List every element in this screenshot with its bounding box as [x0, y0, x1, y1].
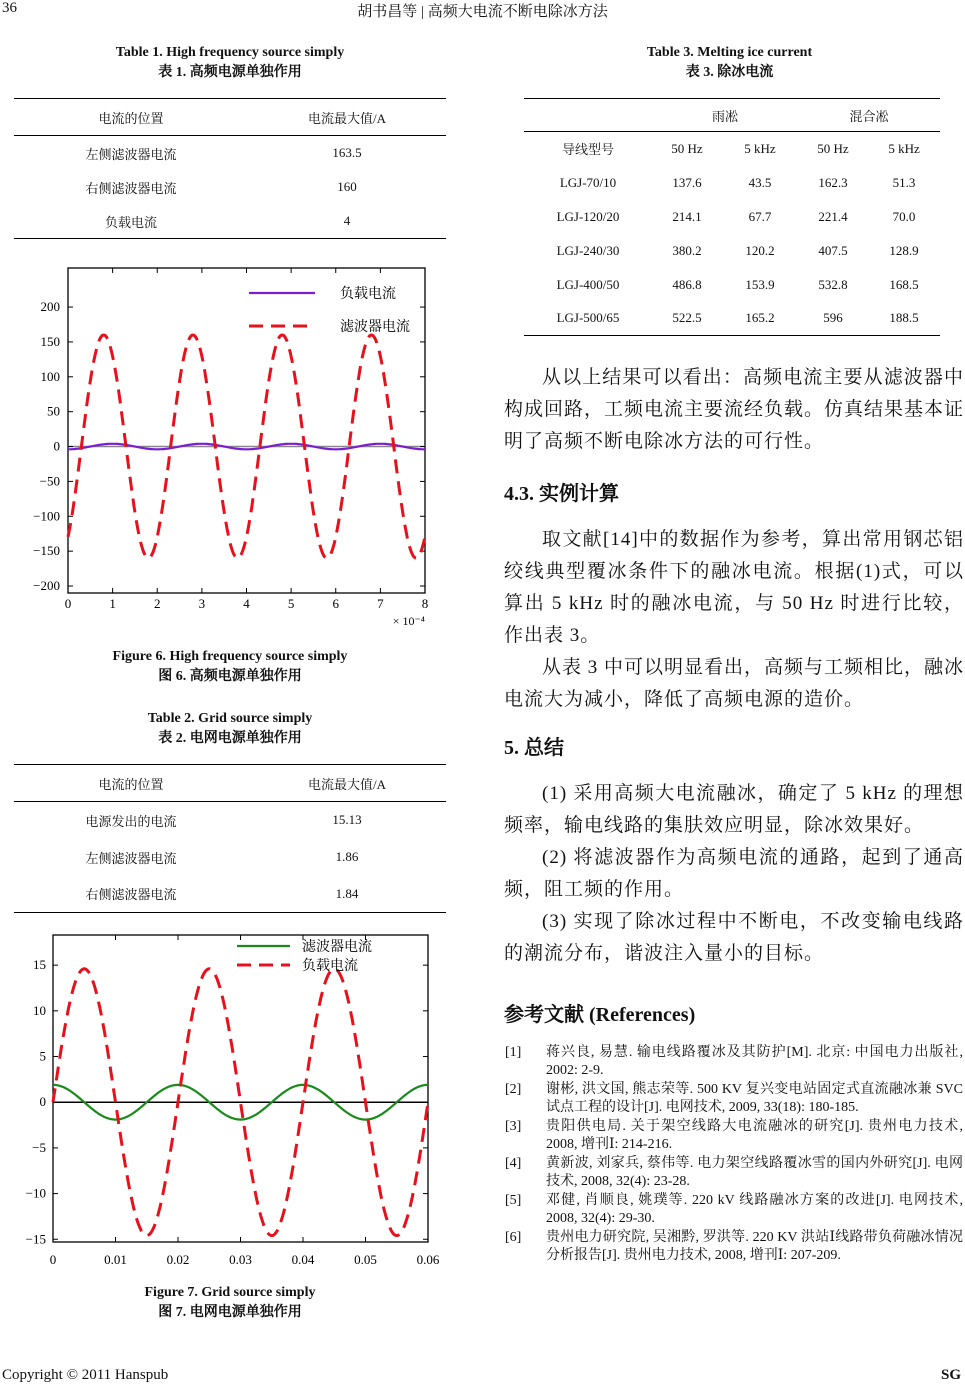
table-cell: 486.8 — [672, 276, 702, 292]
column-header: 电流最大值/A — [307, 110, 386, 126]
table-row — [524, 268, 940, 302]
figure6-chart — [14, 255, 446, 635]
references-heading: 参考文献 (References) — [504, 1004, 696, 1026]
y-tick-label: 10 — [33, 1002, 46, 1018]
group-header: 雨凇 — [712, 108, 739, 124]
table-row — [524, 302, 940, 336]
column-header: 5 kHz — [744, 140, 776, 156]
caption-en: Figure 7. Grid source simply — [144, 1285, 316, 1300]
x-multiplier: × 10⁻⁴ — [392, 614, 425, 628]
table-cell: 负载电流 — [104, 214, 157, 230]
x-tick-label: 0.06 — [416, 1252, 440, 1267]
caption-cn: 图 6. 高频电源单独作用 — [158, 669, 302, 684]
group-header: 混合凇 — [849, 108, 889, 124]
caption-cn: 表 2. 电网电源单独作用 — [158, 731, 302, 746]
y-tick-label: 0 — [53, 438, 60, 454]
plot-frame — [53, 935, 428, 1242]
y-tick-label: −5 — [32, 1139, 46, 1155]
table-cell: 1.86 — [335, 849, 359, 864]
table-row — [14, 839, 446, 876]
reference-text: 蒋兴良, 易慧. 输电线路覆冰及其防护[M]. 北京: 中国电力出版社, 2002: 2-9. — [546, 1045, 963, 1078]
copyright: Copyright © 2011 Hanspub — [2, 1367, 169, 1383]
paragraph: 取文献[14]中的数据作为参考，算出常用钢芯铝绞线典型覆冰条件下的融冰电流。根据(1)式，可以算出 5 kHz 时的融冰电流，与 50 Hz 时进行比较，作出表 3。 — [504, 529, 964, 646]
y-tick-label: 100 — [40, 368, 60, 384]
body-text — [504, 362, 964, 970]
table-cell: 70.0 — [892, 208, 916, 224]
figure6-caption — [14, 647, 446, 687]
table-cell: 407.5 — [818, 242, 848, 258]
x-tick-label: 5 — [287, 596, 295, 611]
y-tick-label: 200 — [40, 299, 60, 315]
reference-text: 贵州电力研究院, 吴湘黔, 罗洪等. 220 KV 洪站Ⅰ线路带负荷融冰情况分析报告[J]. 贵州电力技术, 2008, 增刊Ⅰ: 207-209. — [546, 1230, 963, 1263]
table3-caption — [496, 43, 963, 83]
table-row — [14, 136, 446, 171]
column-header: 电流最大值/A — [307, 776, 386, 792]
table-cell: 右侧滤波器电流 — [85, 887, 177, 903]
x-tick-label: 8 — [421, 596, 429, 611]
y-tick-label: −150 — [33, 543, 60, 559]
legend-label: 负载电流 — [302, 959, 358, 974]
paragraph: 从表 3 中可以明显看出，高频与工频相比，融冰电流大为减小，降低了高频电源的造价。 — [504, 657, 965, 710]
section-heading: 5. 总结 — [504, 737, 564, 759]
table-cell: 128.9 — [889, 242, 919, 258]
y-tick-label: 15 — [33, 957, 46, 973]
table-cell: 左侧滤波器电流 — [85, 146, 177, 162]
table-cell: 左侧滤波器电流 — [85, 850, 177, 866]
column-header: 50 Hz — [671, 140, 703, 156]
caption-cn: 表 3. 除冰电流 — [685, 65, 774, 80]
caption-en: Table 2. Grid source simply — [147, 711, 313, 726]
reference-item — [505, 1118, 965, 1154]
table-cell: 160 — [337, 179, 357, 194]
x-tick-label: 0.04 — [291, 1252, 315, 1267]
figure7-chart — [14, 925, 446, 1275]
table-cell: LGJ-120/20 — [556, 208, 620, 224]
caption-cn: 表 1. 高频电源单独作用 — [158, 65, 302, 80]
x-tick-label: 6 — [332, 596, 339, 611]
table-cell: 15.13 — [332, 812, 362, 828]
reference-number: [5] — [505, 1193, 522, 1208]
table-cell: 120.2 — [745, 242, 775, 258]
journal-abbrev: SG — [940, 1367, 961, 1383]
reference-number: [2] — [505, 1082, 522, 1097]
table-cell: 右侧滤波器电流 — [85, 180, 177, 196]
y-tick-label: −200 — [33, 578, 60, 594]
table-row — [524, 234, 940, 268]
column-header: 导线型号 — [561, 142, 614, 158]
legend-label: 负载电流 — [340, 287, 396, 302]
references-list — [505, 1044, 965, 1266]
table-cell: LGJ-400/50 — [556, 276, 620, 292]
x-tick-label: 4 — [243, 596, 250, 611]
column-header: 50 Hz — [817, 140, 849, 156]
legend-label: 滤波器电流 — [302, 940, 372, 955]
figure7-caption — [14, 1283, 446, 1323]
table-row — [14, 802, 446, 839]
x-tick-label: 0.02 — [166, 1252, 190, 1267]
table-cell: 380.2 — [672, 242, 702, 258]
caption-en: Figure 6. High frequency source simply — [112, 649, 348, 664]
table-cell: 522.5 — [672, 310, 702, 326]
table2-caption — [14, 709, 446, 749]
reference-item — [505, 1155, 965, 1191]
paragraph: 从以上结果可以看出：高频电流主要从滤波器中构成回路，工频电流主要流经负载。仿真结果基本证明了高频不断电除冰方法的可行性。 — [504, 367, 965, 452]
table-cell: 163.5 — [332, 145, 362, 160]
caption-en: Table 1. High frequency source simply — [115, 45, 345, 60]
table-cell: 221.4 — [818, 208, 848, 224]
table-cell: LGJ-240/30 — [556, 242, 620, 258]
caption-en: Table 3. Melting ice current — [646, 45, 813, 60]
table3-group-header — [524, 99, 940, 132]
reference-number: [1] — [505, 1045, 522, 1060]
table-cell: 188.5 — [889, 310, 919, 326]
x-tick-label: 0.05 — [354, 1252, 377, 1267]
y-tick-label: 150 — [40, 333, 60, 349]
table-cell: 137.6 — [672, 174, 702, 190]
reference-item — [505, 1081, 965, 1117]
x-tick-label: 0.03 — [229, 1252, 252, 1267]
x-tick-label: 3 — [198, 596, 206, 611]
y-tick-label: −100 — [33, 508, 60, 524]
table2 — [14, 764, 446, 913]
x-tick-label: 7 — [377, 596, 384, 611]
table-cell: 4 — [343, 213, 351, 228]
column-header: 电流的位置 — [98, 776, 164, 792]
table-cell: 162.3 — [818, 174, 848, 190]
column-header: 5 kHz — [888, 140, 920, 156]
table-cell: 43.5 — [748, 174, 772, 190]
reference-number: [3] — [505, 1119, 522, 1134]
reference-number: [4] — [505, 1156, 522, 1171]
x-tick-label: 1 — [109, 596, 116, 611]
table-cell: 51.3 — [892, 174, 916, 190]
x-tick-label: 0 — [49, 1252, 57, 1267]
table-header-row — [14, 765, 446, 802]
table-row — [524, 200, 940, 234]
table-cell: 596 — [823, 310, 843, 326]
section-heading: 4.3. 实例计算 — [504, 483, 619, 505]
table-cell: LGJ-70/10 — [559, 174, 617, 190]
y-tick-label: 5 — [39, 1048, 46, 1064]
y-tick-label: 50 — [47, 403, 60, 419]
table-cell: 532.8 — [818, 276, 848, 292]
y-tick-label: 0 — [39, 1094, 46, 1110]
reference-item — [505, 1192, 965, 1228]
table-row — [524, 166, 940, 200]
table-cell: 214.1 — [672, 208, 702, 224]
reference-number: [6] — [505, 1230, 522, 1245]
reference-text: 谢彬, 洪文国, 熊志荣等. 500 KV 复兴变电站固定式直流融冰兼 SVC 试点工程的设计[J]. 电网技术, 2009, 33(18): 180-185. — [546, 1082, 963, 1115]
table-cell: 电源发出的电流 — [85, 813, 177, 829]
table-row — [14, 170, 446, 204]
x-tick-label: 0.01 — [104, 1252, 127, 1267]
table-row — [14, 204, 446, 239]
table-cell: LGJ-500/65 — [556, 310, 620, 326]
column-header: 电流的位置 — [98, 110, 164, 126]
legend-label: 滤波器电流 — [340, 320, 410, 335]
reference-text: 邓健, 肖顺良, 姚璞等. 220 kV 线路融冰方案的改进[J]. 电网技术, 2008, 32(4): 29-30. — [546, 1193, 963, 1226]
reference-text: 贵阳供电局. 关于架空线路大电流融冰的研究[J]. 贵州电力技术, 2008, 增刊Ⅰ: 214-216. — [546, 1119, 963, 1152]
caption-cn: 图 7. 电网电源单独作用 — [158, 1305, 302, 1320]
paragraph: (3) 实现了除冰过程中不断电，不改变输电线路的潮流分布，谐波注入量小的目标。 — [504, 911, 964, 964]
table-header-row — [14, 99, 446, 136]
table-cell: 153.9 — [745, 276, 775, 292]
table3 — [524, 98, 940, 336]
x-tick-label: 2 — [154, 596, 161, 611]
y-tick-label: −15 — [25, 1231, 46, 1247]
reference-item — [505, 1044, 965, 1080]
running-title: 胡书昌等 | 高频大电流不断电除冰方法 — [357, 4, 608, 20]
table1 — [14, 98, 446, 239]
y-tick-label: −10 — [25, 1185, 46, 1201]
table-cell: 165.2 — [745, 310, 775, 326]
table-row — [14, 876, 446, 913]
table1-caption — [14, 43, 446, 83]
table-cell: 67.7 — [748, 208, 772, 224]
plot-frame — [68, 268, 425, 593]
table-cell: 168.5 — [889, 276, 919, 292]
paragraph: (2) 将滤波器作为高频电流的通路，起到了通高频，阻工频的作用。 — [504, 847, 964, 900]
table-header-row — [524, 132, 940, 166]
table-cell: 1.84 — [335, 885, 359, 901]
x-tick-label: 0 — [64, 596, 72, 611]
reference-item — [505, 1229, 965, 1265]
paragraph: (1) 采用高频大电流融冰，确定了 5 kHz 的理想频率，输电线路的集肤效应明显，除冰效果好。 — [504, 783, 964, 836]
reference-text: 黄新波, 刘家兵, 蔡伟等. 电力架空线路覆冰雪的国内外研究[J]. 电网技术, 2008, 32(4): 23-28. — [546, 1156, 963, 1189]
page-number: 36 — [2, 0, 17, 16]
y-tick-label: −50 — [39, 473, 60, 489]
